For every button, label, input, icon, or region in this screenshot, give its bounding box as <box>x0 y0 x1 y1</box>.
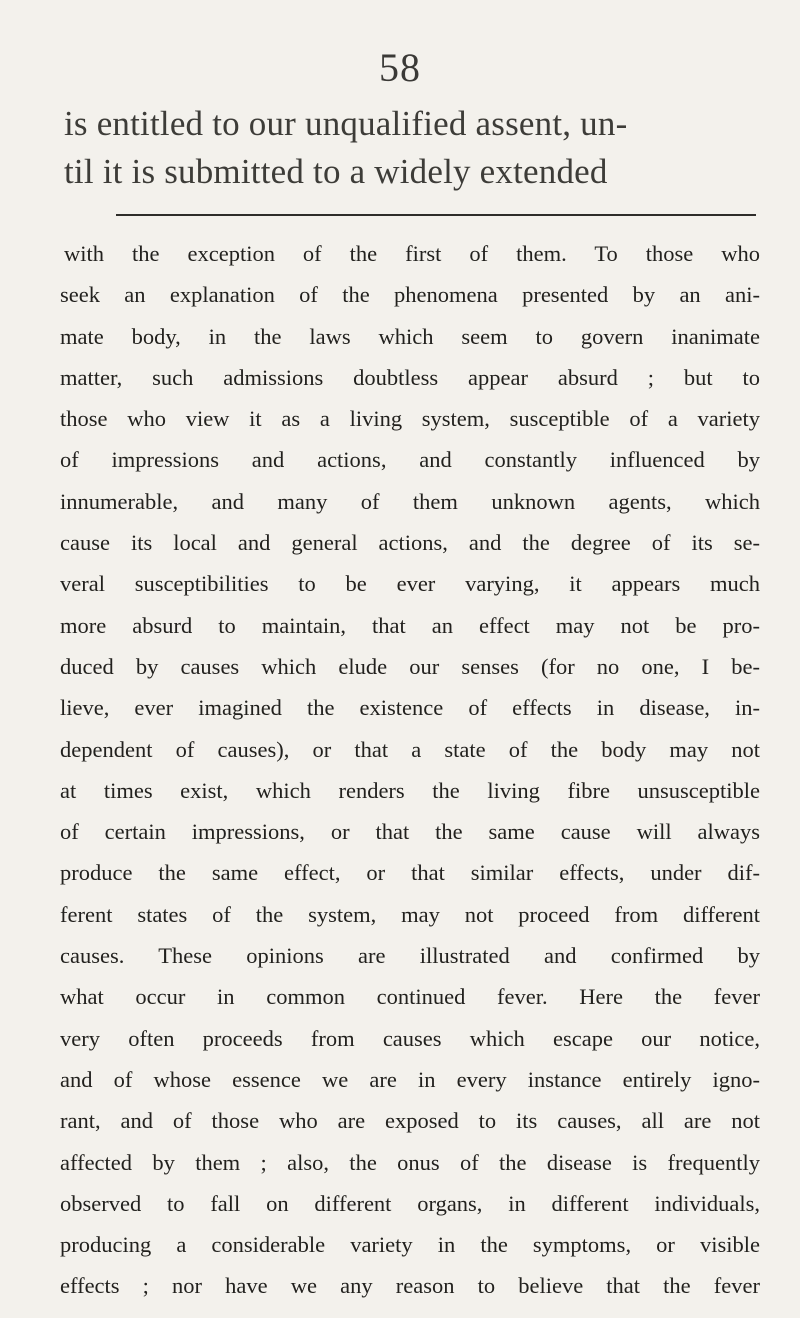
body-text <box>60 233 760 1307</box>
text-line: what occur in common continued fever. Here the fever <box>60 984 760 1010</box>
text-line: affected by them ; also, the onus of the disease is frequently <box>60 1149 760 1175</box>
previous-passage-fragment <box>64 100 764 196</box>
text-line: produce the same effect, or that similar effects, under dif- <box>60 860 760 886</box>
horizontal-rule <box>116 214 756 216</box>
text-line: ferent states of the system, may not proceed from different <box>60 901 760 927</box>
fragment-line: til it is submitted to a widely extended <box>64 152 608 191</box>
text-line: very often proceeds from causes which escape our notice, <box>60 1025 760 1051</box>
page-number: 58 <box>379 45 421 90</box>
text-line: cause its local and general actions, and the degree of its se- <box>60 530 760 556</box>
text-line: matter, such admissions doubtless appear absurd ; but to <box>60 364 760 390</box>
text-line: and of whose essence we are in every instance entirely igno- <box>60 1066 760 1092</box>
fragment-line: is entitled to our unqualified assent, un- <box>64 104 628 143</box>
text-line: at times exist, which renders the living fibre unsusceptible <box>60 777 760 803</box>
text-line: dependent of causes), or that a state of the body may not <box>60 736 760 762</box>
text-line: rant, and of those who are exposed to its causes, all are not <box>60 1108 760 1134</box>
text-line: of certain impressions, or that the same cause will always <box>60 819 760 845</box>
text-line: with the exception of the first of them. To those who <box>64 241 760 266</box>
text-line: causes. These opinions are illustrated and confirmed by <box>60 943 760 969</box>
text-line: mate body, in the laws which seem to govern inanimate <box>60 323 760 349</box>
text-line: producing a considerable variety in the symptoms, or visible <box>60 1232 760 1258</box>
text-line: effects ; nor have we any reason to believe that the fever <box>60 1273 760 1299</box>
text-line: observed to fall on different organs, in different individuals, <box>60 1190 760 1216</box>
text-line: innumerable, and many of them unknown agents, which <box>60 488 760 514</box>
text-line: veral susceptibilities to be ever varying, it appears much <box>60 571 760 597</box>
text-line: of impressions and actions, and constantly influenced by <box>60 447 760 473</box>
text-line: lieve, ever imagined the existence of effects in disease, in- <box>60 695 760 721</box>
text-line: more absurd to maintain, that an effect may not be pro- <box>60 612 760 638</box>
text-line: seek an explanation of the phenomena presented by an ani- <box>60 282 760 308</box>
text-line: duced by causes which elude our senses (for no one, I be- <box>60 653 760 679</box>
text-line: those who view it as a living system, susceptible of a variety <box>60 406 760 432</box>
